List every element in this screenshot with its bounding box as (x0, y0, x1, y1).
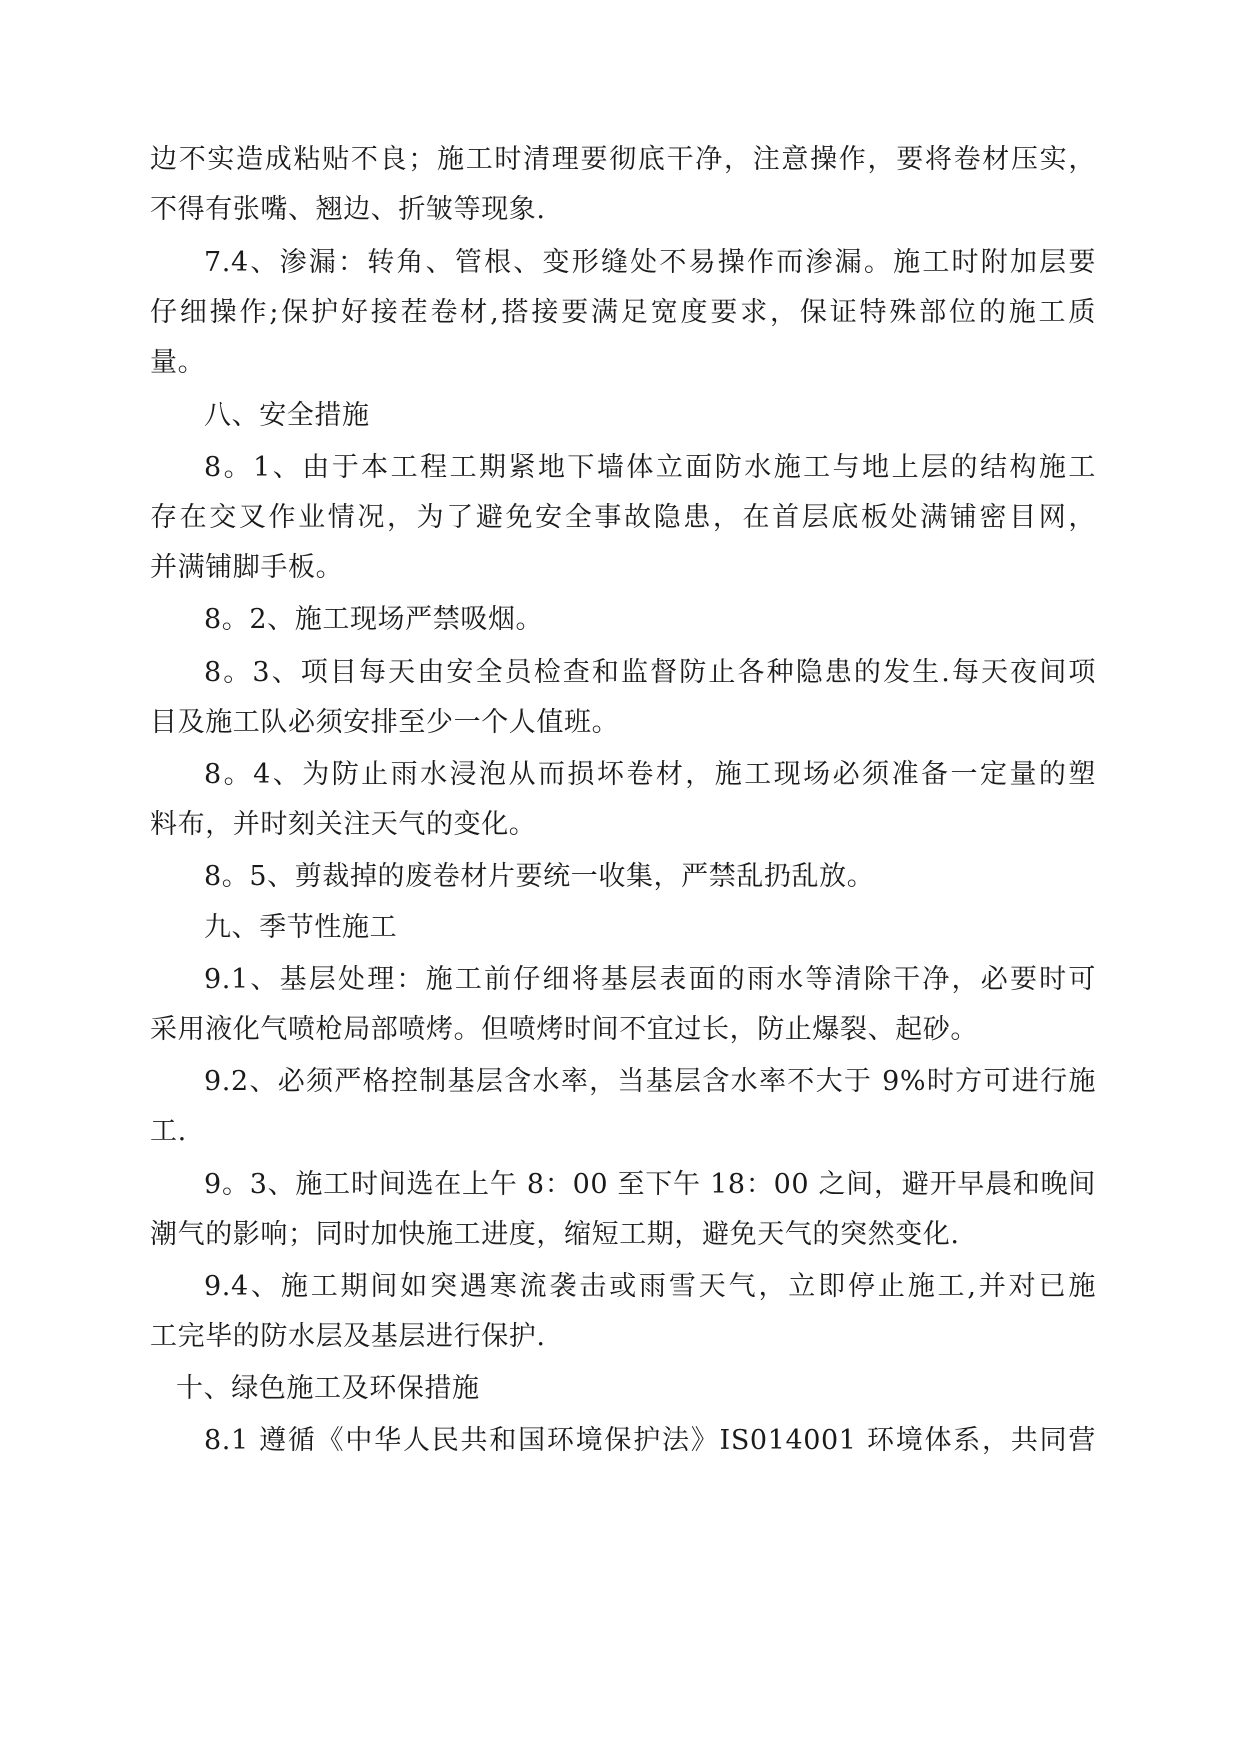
text-line-4: 仔细操作;保护好接茬卷材,搭接要满足宽度要求，保证特殊部位的施工质 (150, 297, 1096, 328)
text-line-1: 边不实造成粘贴不良；施工时清理要彻底干净，注意操作，要将卷材压实， (150, 144, 1096, 175)
text-line-14: 料布，并时刻关注天气的变化。 (150, 809, 537, 840)
text-line-8: 存在交叉作业情况，为了避免安全事故隐患，在首层底板处满铺密目网， (150, 502, 1096, 533)
text-line-15: 8。5、剪裁掉的废卷材片要统一收集，严禁乱扔乱放。 (204, 861, 875, 892)
text-line-2: 不得有张嘴、翘边、折皱等现象. (150, 194, 546, 225)
text-line-7: 8。1、由于本工程工期紧地下墙体立面防水施工与地上层的结构施工 (204, 452, 1096, 483)
text-line-20: 工. (150, 1116, 187, 1147)
text-line-5: 量。 (150, 347, 206, 378)
text-line-21: 9。3、施工时间选在上午 8：00 至下午 18：00 之间，避开早晨和晚间 (204, 1169, 1096, 1200)
text-line-17: 9.1、基层处理：施工前仔细将基层表面的雨水等清除干净，必要时可 (204, 964, 1096, 995)
text-line-13: 8。4、为防止雨水浸泡从而损坏卷材，施工现场必须准备一定量的塑 (204, 759, 1096, 790)
section-heading-seasonal: 九、季节性施工 (204, 912, 398, 943)
text-line-3: 7.4、渗漏：转角、管根、变形缝处不易操作而渗漏。施工时附加层要 (204, 247, 1096, 278)
section-heading-green: 十、绿色施工及环保措施 (176, 1373, 480, 1404)
text-line-23: 9.4、施工期间如突遇寒流袭击或雨雪天气，立即停止施工,并对已施 (204, 1271, 1096, 1302)
text-line-9: 并满铺脚手板。 (150, 552, 344, 583)
text-line-19: 9.2、必须严格控制基层含水率，当基层含水率不大于 9%时方可进行施 (204, 1066, 1096, 1097)
text-line-10: 8。2、施工现场严禁吸烟。 (204, 604, 544, 635)
text-line-11: 8。3、项目每天由安全员检查和监督防止各种隐患的发生.每天夜间项 (204, 657, 1096, 688)
text-line-26: 8.1 遵循《中华人民共和国环境保护法》IS014001 环境体系，共同营 (204, 1425, 1096, 1456)
text-line-12: 目及施工队必须安排至少一个人值班。 (150, 707, 620, 738)
text-line-18: 采用液化气喷枪局部喷烤。但喷烤时间不宜过长，防止爆裂、起砂。 (150, 1014, 978, 1045)
section-heading-safety: 八、安全措施 (204, 400, 370, 431)
text-line-22: 潮气的影响；同时加快施工进度，缩短工期，避免天气的突然变化. (150, 1219, 960, 1250)
text-line-24: 工完毕的防水层及基层进行保护. (150, 1321, 546, 1352)
